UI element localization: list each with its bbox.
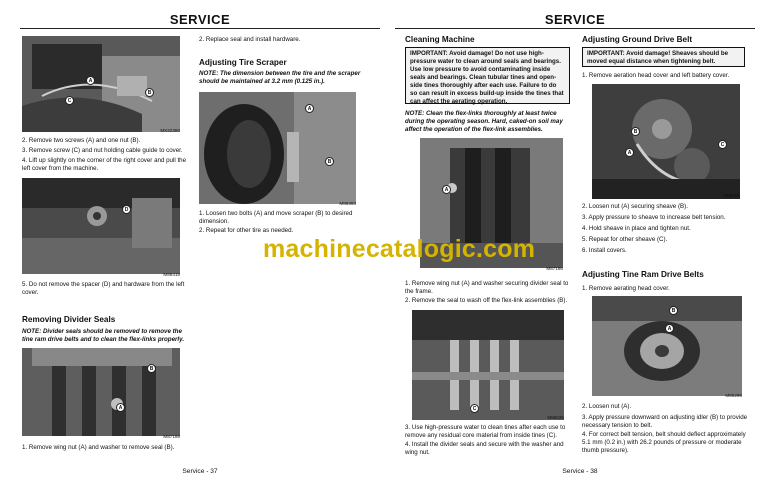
- step-1-wing-nut: 1. Remove wing nut (A) and washer securing divider seal to the frame.: [405, 280, 569, 295]
- step-4-belt-deflection: 4. For correct belt tension, belt should deflect approximately 5.1 mm (0.2 in.) with 26.2 pounds of pressure or moderate thumb pressure).: [582, 431, 746, 454]
- section-title-tire-scraper: Adjusting Tire Scraper: [199, 58, 287, 67]
- section-title-removing-divider-seals: Removing Divider Seals: [22, 315, 116, 324]
- step-1-remove-aerating-cover: 1. Remove aerating head cover.: [582, 285, 670, 292]
- important-box-sheaves: IMPORTANT: Avoid damage! Sheaves should be moved equal distance when tightening belt.: [582, 47, 745, 67]
- note-divider-seals: NOTE: Divider seals should be removed to remove the tine ram drive belts and to clean the flex-links properly.: [22, 328, 185, 343]
- callout-b: B: [325, 157, 334, 166]
- photo-cover-screws: [22, 36, 180, 132]
- figure-caption: M88393: [339, 201, 356, 206]
- step-3: 3. Remove screw (C) and nut holding cable guide to cover.: [22, 147, 183, 154]
- left-page-header: SERVICE: [169, 12, 231, 27]
- step-2-loosen-nut-a: 2. Loosen nut (A).: [582, 403, 632, 410]
- step-5-repeat-sheave: 5. Repeat for other sheave (C).: [582, 236, 668, 243]
- photo-left-cover-spacer: [22, 178, 180, 274]
- photo-tire-scraper: [199, 92, 356, 204]
- callout-a: A: [116, 403, 125, 412]
- callout-a: A: [305, 104, 314, 113]
- figure-caption: M88399: [723, 193, 740, 198]
- right-page-footer: Service - 38: [562, 468, 598, 475]
- callout-b: B: [145, 88, 154, 97]
- step-2-loosen-nut: 2. Loosen nut (A) securing sheave (B).: [582, 203, 688, 210]
- important-box-cleaning: IMPORTANT: Avoid damage! Do not use high-pressure water to clean around seals and bearings. Use low pressure to avoid contaminating inside seals and bearings. Clean tubular tines and open-side tines thoroughly after each use. Failure to do so can result in excess build-up inside the tines that can affect the aerating operation.: [405, 47, 570, 104]
- step-1-remove-covers: 1. Remove aeration head cover and left battery cover.: [582, 72, 730, 79]
- step-3-apply-pressure: 3. Apply pressure to sheave to increase belt tension.: [582, 214, 726, 221]
- section-title-ground-drive-belt: Adjusting Ground Drive Belt: [582, 35, 693, 44]
- section-title-tine-ram-drive-belts: Adjusting Tine Ram Drive Belts: [582, 270, 704, 279]
- step-3-adjusting-idler: 3. Apply pressure downward on adjusting idler (B) to provide necessary tension to belt.: [582, 414, 748, 429]
- figure-caption: M86025: [547, 415, 564, 420]
- callout-a: A: [442, 185, 451, 194]
- step-3-high-pressure: 3. Use high-pressure water to clean tines after each use to remove any residual core material from inside tines (C).: [405, 424, 566, 439]
- figure-caption: M86419: [163, 272, 180, 277]
- callout-c: C: [718, 140, 727, 149]
- photo-divider-seal: [22, 348, 180, 436]
- step-2-replace-seal: 2. Replace seal and install hardware.: [199, 36, 301, 43]
- step-4: 4. Lift up slightly on the corner of the right cover and pull the left cover from the machine.: [22, 157, 187, 172]
- figure-caption: MX22380: [160, 128, 180, 133]
- step-4-install-seals: 4. Install the divider seals and secure with the washer and wing nut.: [405, 441, 564, 456]
- step-1-loosen-bolts: 1. Loosen two bolts (A) and move scraper (B) to desired dimension.: [199, 210, 353, 225]
- step-2-repeat-tire: 2. Repeat for other tire as needed.: [199, 227, 294, 234]
- section-title-cleaning-machine: Cleaning Machine: [405, 35, 475, 44]
- callout-c: C: [470, 404, 479, 413]
- callout-a: A: [665, 324, 674, 333]
- step-2: 2. Remove two screws (A) and one nut (B).: [22, 137, 141, 144]
- figure-caption: M86286: [725, 393, 742, 398]
- callout-d: D: [122, 205, 131, 214]
- note-tire-scraper: NOTE: The dimension between the tire and the scraper should be maintained at 3.2 mm (0.125 in.).: [199, 70, 361, 85]
- right-page-header: SERVICE: [544, 12, 606, 27]
- step-5: 5. Do not remove the spacer (D) and hardware from the left cover.: [22, 281, 185, 296]
- left-page-footer: Service - 37: [182, 468, 218, 475]
- step-4-hold-sheave: 4. Hold sheave in place and tighten nut.: [582, 225, 691, 232]
- callout-a: A: [625, 148, 634, 157]
- photo-tines: [412, 310, 564, 420]
- watermark: machinecatalogic.com: [263, 235, 536, 263]
- callout-b: B: [669, 306, 678, 315]
- figure-caption: M87189: [163, 434, 180, 439]
- figure-caption: M87186: [546, 266, 563, 271]
- note-flex-links: NOTE: Clean the flex-links thoroughly at least twice during the operating season. Hard, caked-on soil may affect the operation of the flex-link assemblies.: [405, 110, 563, 133]
- callout-b: B: [147, 364, 156, 373]
- callout-a: A: [86, 76, 95, 85]
- left-header-rule: [20, 28, 380, 29]
- right-header-rule: [395, 28, 755, 29]
- callout-c: C: [65, 96, 74, 105]
- step-1-remove-seal: 1. Remove wing nut (A) and washer to remove seal (B).: [22, 444, 175, 451]
- step-2-remove-seal: 2. Remove the seal to wash off the flex-link assemblies (B).: [405, 297, 568, 304]
- photo-tine-ram-belt: [592, 296, 742, 396]
- callout-b: B: [631, 127, 640, 136]
- step-6-install-covers: 6. Install covers.: [582, 247, 627, 254]
